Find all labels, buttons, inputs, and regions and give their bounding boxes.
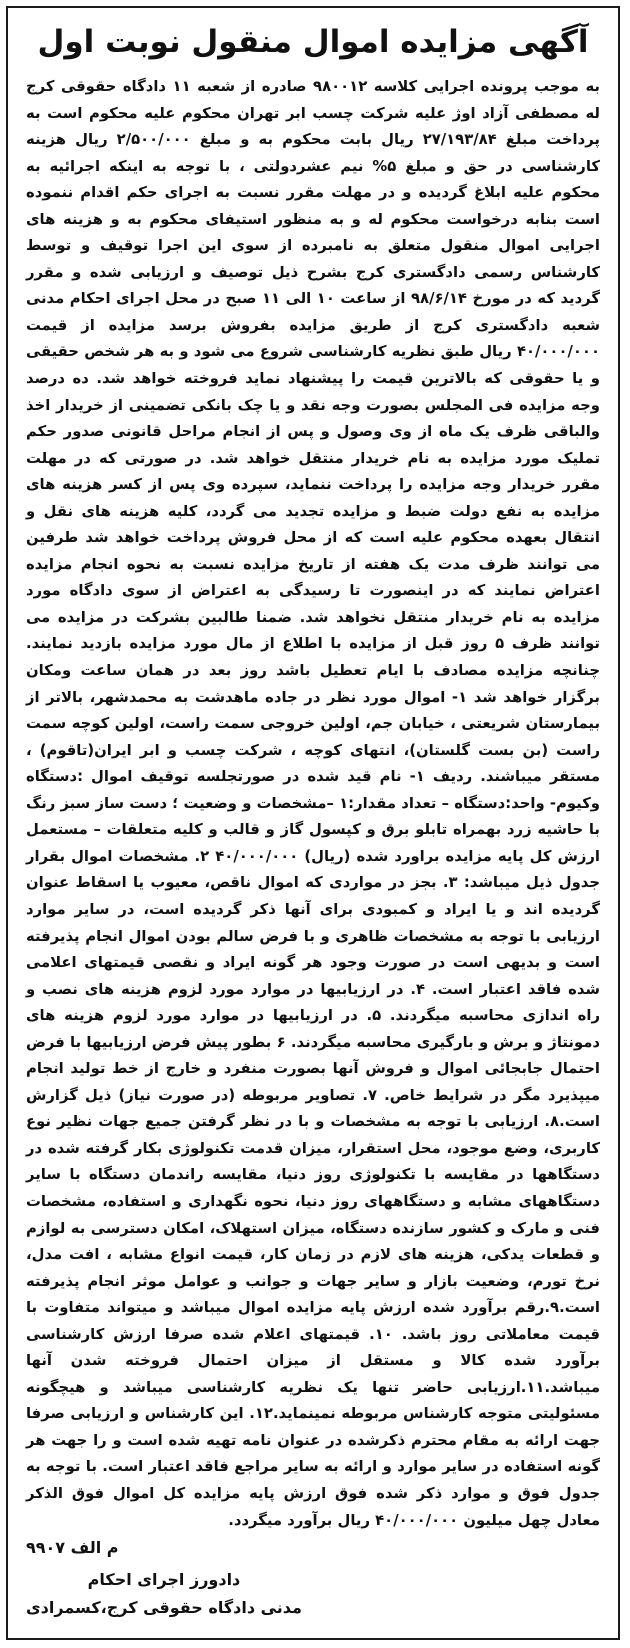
notice-footer [8, 1536, 618, 1628]
auction-notice [6, 6, 620, 1640]
signature-block [26, 1566, 302, 1622]
signature-office: مدنی دادگاه حقوقی کرج،کسمرادی [26, 1598, 302, 1617]
signature-title: دادورز اجرای احکام [87, 1570, 241, 1589]
notice-title: آگهی مزایده اموال منقول نوبت اول [37, 24, 589, 60]
notice-body: به موجب پرونده اجرایی کلاسه ۹۸۰۰۱۲ صادره از شعبه ۱۱ دادگاه حقوقی کرج له مصطفی آزاد اوژ علیه شرکت چسب ابر تهران محکوم علیه محکوم است به پرداخت مبلغ ۲۷/۱۹۳/۸۴ ریال بابت محکوم به و مبلغ ۲/۵۰۰/۰۰۰ ریال هزینه کارشناسی در حق و مبلغ ۵% نیم عشردولتی ، با توجه به اینکه اجرائیه به محکوم علیه ابلاغ گردیده و در مهلت مقرر نسبت به اجرای حکم اقدام ننموده است بنابه درخواست محکوم له و به منظور استیفای محکوم به و هزینه های اجرایی اموال منقول متعلق به نامبرده از سوی این اجرا توقیف و توسط کارشناس رسمی دادگستری کرج بشرح ذیل توصیف و ارزیابی شده و مقرر گردید که در مورخ ۹۸/۶/۱۴ از ساعت ۱۰ الی ۱۱ صبح در محل اجرای احکام مدنی شعبه دادگستری کرج از طریق مزایده بفروش برسد مزایده از قیمت ۴۰/۰۰۰/۰۰۰ ریال طبق نظریه کارشناسی شروع می شود و به هر شخص حقیقی و یا حقوقی که بالاترین قیمت را پیشنهاد نماید فروخته خواهد شد. ده درصد وجه مزایده فی المجلس بصورت وجه نقد و یا چک بانکی تضمینی از خریدار اخذ والباقی ظرف یک ماه از وی وصول و پس از انجام مراحل قانونی صدور حکم تملیک مورد مزایده به نام خریدار منتقل خواهد شد. در صورتی که در مهلت مقرر خریدار وجه مزایده را پرداخت ننماید، سپرده وی پس از کسر هزینه های مزایده به نفع دولت ضبط و مزایده تجدید می گردد، کلیه هزینه های نقل و انتقال بعهده محکوم علیه است که از محل فروش پرداخت خواهد شد طرفین می توانند ظرف مدت یک هفته از تاریخ مزایده نسبت به نحوه انجام مزایده اعتراض نمایند که در اینصورت تا رسیدگی به اعتراض از سوی دادگاه مورد مزایده به نام خریدار منتقل نخواهد شد. ضمنا طالبین بشرکت در مزایده می توانند ظرف ۵ روز قبل از مزایده با اطلاع از مال مورد مزایده بازدید نمایند. چنانچه مزایده مصادف با ایام تعطیل باشد روز بعد در همان ساعت ومکان برگزار خواهد شد ۱- اموال مورد نظر در جاده ماهدشت به محمدشهر، بالاتر از بیمارستان شریعتی ، خیابان جم، اولین خروجی سمت راست، اولین کوچه سمت راست (بن بست گلستان)، انتهای کوچه ، شرکت چسب و ابر ایران(تاقوم) ، مستقر میباشند. ردیف ۱- نام قید شده در صورتجلسه توقیف اموال :دستگاه وکیوم- واحد:دستگاه – تعداد مقدار:۱ –مشخصات و وضعیت ؛ دست ساز سبز رنگ با حاشیه زرد بهمراه تابلو برق و کپسول گاز و قالب و کلیه متعلقات – مستعمل ارزش کل پایه مزایده براورد شده (ریال) ۴۰/۰۰۰/۰۰۰ ۲. مشخصات اموال بقرار جدول ذیل میباشد: ۳. بجز در مواردی که اموال ناقص، معیوب یا اسقاط عنوان گردیده اند و یا ایراد و کمبودی برای آنها ذکر گردیده است، در سایر موارد ارزیابی با توجه به مشخصات ظاهری و با فرض سالم بودن اموال انجام پذیرفته است و بدیهی است در صورت وجود هر گونه ایراد و نقصی قیمتهای اعلامی شده فاقد اعتبار است. ۴. در ارزیابیها در موارد مورد لزوم هزینه های نصب و راه اندازی محاسبه میگردند. ۵. در ارزیابیها در موارد مورد لزوم هزینه های دمونتاژ و برش و بارگیری محاسبه میگردند. ۶ بطور پیش فرض ارزیابیها با فرض احتمال جابجائی اموال و فروش آنها بصورت منفرد و خارج از خط تولید انجام میپذیرد مگر در شرایط خاص. ۷. تصاویر مربوطه (در صورت نیاز) ذیل گزارش است.۸. ارزیابی با توجه به مشخصات و با در نظر گرفتن جمیع جهات نظیر نوع کاربری، وضع موجود، محل استقرار، میزان قدمت تکنولوژی بکار گرفته شده در دستگاهها در مقایسه با تکنولوژی روز دنیا، مقایسه راندمان دستگاه با سایر دستگاههای مشابه و دستگاههای روز دنیا، نحوه نگهداری و استفاده، مشخصات فنی و مارک و کشور سازنده دستگاه، میزان استهلاک، امکان دسترسی به لوازم و قطعات یدکی، هزینه های لازم در زمان کار، قیمت انواع مشابه ، افت مدل، نرخ تورم، وضعیت بازار و سایر جهات و جوانب و عوامل موثر انجام پذیرفته است.۹.رقم برآورد شده ارزش پایه مزایده اموال میباشد و میتواند متفاوت با قیمت معاملاتی روز باشد. ۱۰. قیمتهای اعلام شده صرفا ارزش کارشناسی برآورد شده کالا و مستقل از میزان احتمال فروخته شدن آنها میباشد.۱۱.ارزیابی حاضر تنها یک نظریه کارشناسی میباشد و هیچگونه مسئولیتی متوجه کارشناس مربوطه نمینماید.۱۲. این کارشناس و ارزیابی صرفا جهت ارائه به مقام محترم ذکرشده در عنوان نامه تهیه شده است و را جهت هر گونه استفاده در سایر موارد و ارائه به سایر مراجع فاقد اعتبار است. با توجه به جدول فوق و موارد ذکر شده فوق ارزش پایه مزایده کل اموال فوق الذکر معادل چهل میلیون ۴۰/۰۰۰/۰۰۰ ریال برآورد میگردد. [26, 78, 601, 1529]
reference-code: م الف ۹۹۰۷ [26, 1538, 119, 1557]
